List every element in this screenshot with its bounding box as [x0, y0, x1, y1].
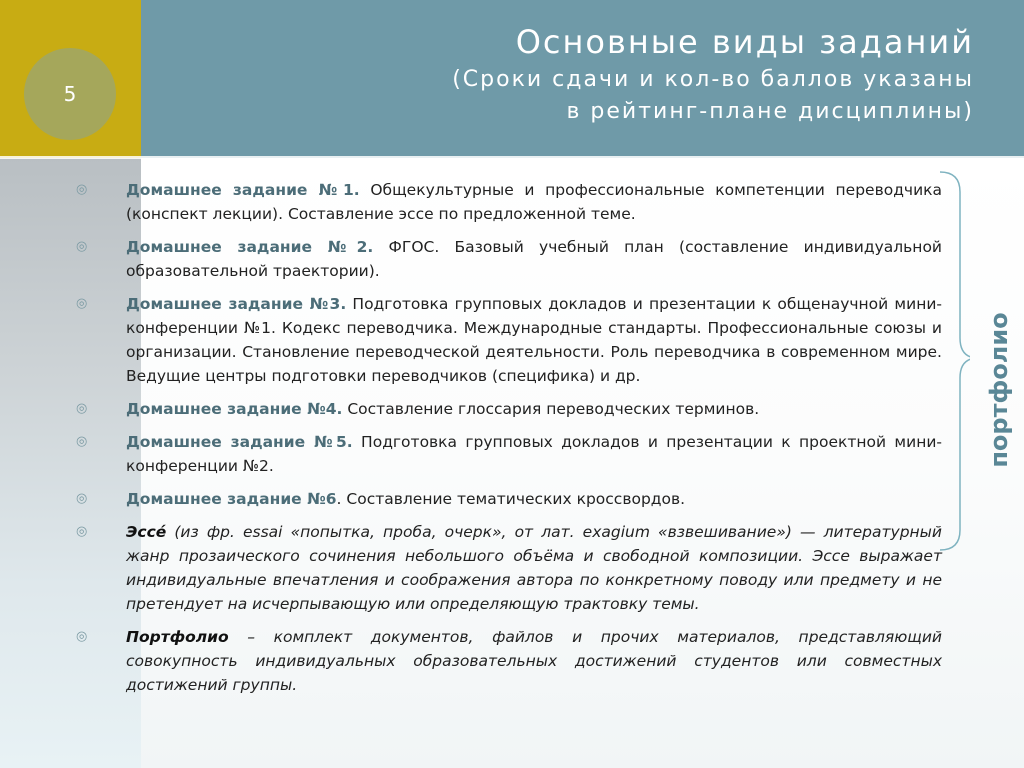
slide-number-badge: [24, 48, 116, 140]
bullet-icon: ◎: [76, 239, 88, 254]
item-text: ФГОС. Базовый учебный план (составление индивидуальной образовательной траектории).: [126, 238, 942, 280]
item-label: Домашнее задание №4.: [126, 400, 343, 418]
list-item-hw2: [74, 235, 942, 283]
item-label: Домашнее задание №6: [126, 490, 337, 508]
portfolio-definition: – комплект документов, файлов и прочих материалов, представляющий совокупность индивидуальных образовательных достижений студентов или совместных достижений группы.: [126, 628, 942, 694]
bullet-icon: ◎: [76, 491, 88, 506]
portfolio-side-label: портфолио: [985, 312, 1013, 468]
title-subtitle-line1: (Сроки сдачи и кол-во баллов указаны: [452, 67, 974, 92]
bullet-icon: ◎: [76, 401, 88, 416]
portfolio-term: Портфолио: [126, 628, 229, 646]
slide-number: 5: [63, 82, 77, 106]
item-label: Домашнее задание №2.: [126, 238, 374, 256]
bullet-icon: ◎: [76, 182, 88, 197]
curly-brace-icon: [920, 168, 970, 554]
item-label: Домашнее задание №3.: [126, 295, 347, 313]
header-separator: [0, 156, 1024, 159]
title-main: Основные виды заданий: [515, 23, 974, 61]
bullet-icon: ◎: [76, 524, 88, 539]
title-subtitle-line2: в рейтинг-плане дисциплины): [566, 99, 974, 124]
item-text: Общекультурные и профессиональные компетенции переводчика (конспект лекции). Составление эссе по предложенной теме.: [126, 181, 943, 223]
bullet-icon: ◎: [76, 296, 88, 311]
bullet-icon: ◎: [76, 434, 88, 449]
bullet-icon: ◎: [76, 629, 88, 644]
list-item-hw3: [74, 292, 942, 388]
essay-term: Эссе́: [126, 523, 167, 541]
list-item-hw5: [74, 430, 942, 478]
list-item-portfolio: [74, 625, 942, 697]
list-item-hw4: [74, 397, 942, 421]
essay-definition: (из фр. essai «попытка, проба, очерк», от лат. exagium «взвешивание») — литературный жанр прозаического сочинения небольшого объёма и свободной композиции. Эссе выражает индивидуальные впечатления и соображения автора по конкретному поводу или предмету и не претендует на исчерпывающую или определяющую трактовку темы.: [126, 523, 942, 613]
bullet-list: [74, 178, 942, 706]
list-item-hw6: [74, 487, 942, 511]
item-text: Подготовка групповых докладов и презентации к общенаучной мини-конференции №1. Кодекс переводчика. Международные стандарты. Профессиональные союзы и организации. Становление переводческой деятельности. Роль переводчика в современном мире. Ведущие центры подготовки переводчиков (специфика) и др.: [126, 295, 942, 385]
list-item-essay: [74, 520, 942, 616]
slide-title: [154, 20, 974, 128]
item-label: Домашнее задание №5.: [126, 433, 353, 451]
item-text: . Составление тематических кроссвордов.: [336, 490, 686, 508]
list-item-hw1: [74, 178, 942, 226]
item-text: Составление глоссария переводческих терминов.: [342, 400, 760, 418]
item-text: Подготовка групповых докладов и презентации к проектной мини-конференции №2.: [126, 433, 942, 475]
item-label: Домашнее задание №1.: [126, 181, 360, 199]
